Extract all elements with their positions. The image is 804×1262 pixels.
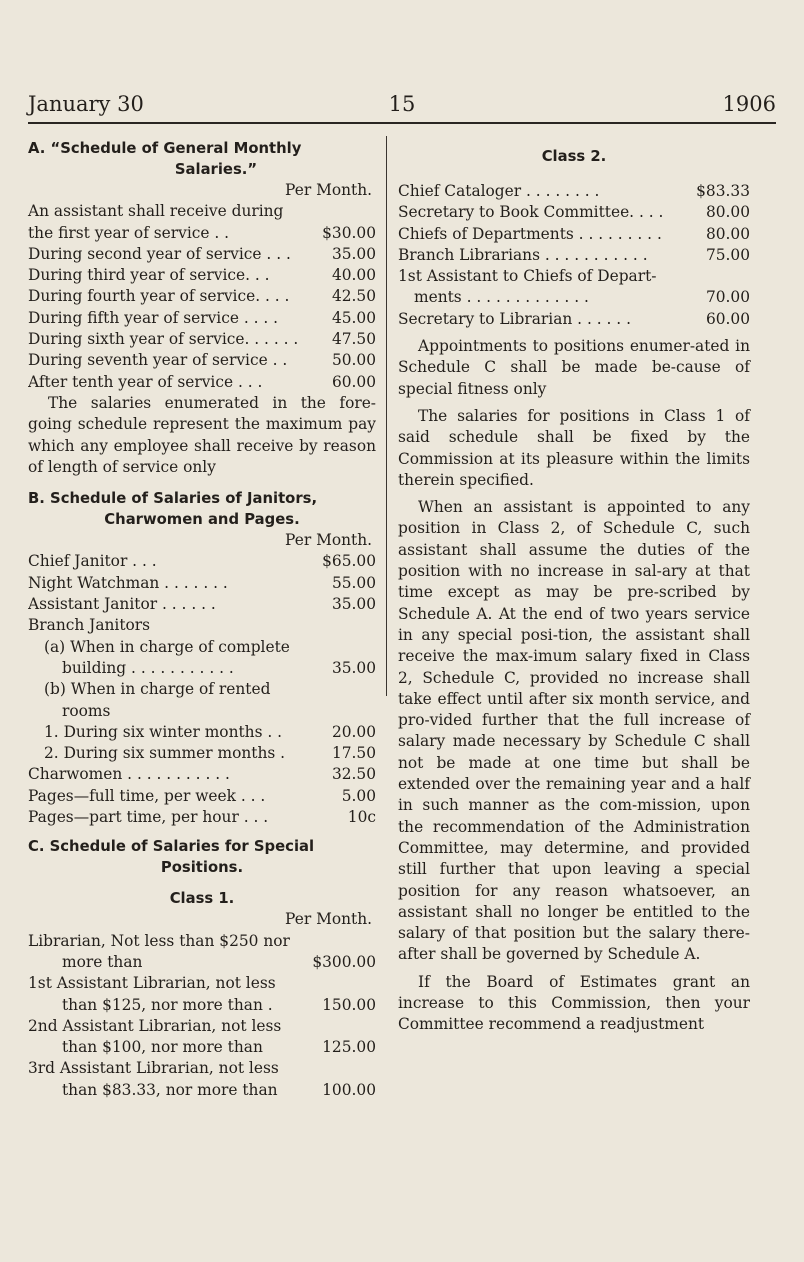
table-row: [28, 594, 376, 615]
row-value: 70.00: [705, 288, 750, 307]
table-row: [398, 245, 750, 266]
row-label: During fifth year of service . . . .: [28, 308, 279, 327]
class-2-rows: [398, 181, 750, 266]
row-value: 35.00: [331, 595, 376, 614]
row-label: Pages—full time, per week . . .: [28, 786, 266, 805]
running-header: [28, 92, 776, 122]
branch-janitors-b-line2: rooms: [62, 701, 111, 720]
row-value: 32.50: [331, 765, 376, 784]
row-label: Secretary to Librarian . . . . . .: [398, 309, 631, 328]
class-2-heading: Class 2.: [541, 148, 607, 165]
row-label: 2. During six summer months .: [44, 744, 286, 763]
schedule-a-heading-line2: Salaries.”: [174, 161, 258, 178]
row-label: Pages—part time, per hour . . .: [28, 808, 269, 827]
table-row: [28, 551, 376, 572]
branch-janitors-a-line2: [28, 658, 376, 679]
librarian-line1: Librarian, Not less than $250 nor: [28, 931, 290, 950]
branch-janitors-label: Branch Janitors: [28, 616, 151, 635]
page-number: 15: [388, 92, 416, 116]
schedule-b-heading: [28, 488, 376, 530]
second-assistant-line2: [28, 1037, 376, 1058]
schedule-c-heading-line2: Positions.: [160, 859, 244, 877]
row-label: more than: [62, 952, 143, 971]
row-value: $83.33: [696, 182, 750, 200]
table-row: [28, 350, 376, 371]
table-row: [28, 308, 376, 329]
row-label: Charwomen . . . . . . . . . . .: [28, 765, 230, 784]
row-label: Chiefs of Departments . . . . . . . . .: [398, 224, 662, 243]
row-value: 50.00: [331, 351, 376, 370]
row-value: 17.50: [331, 744, 376, 763]
row-value: $300.00: [312, 952, 376, 971]
row-label: Night Watchman . . . . . . .: [28, 573, 228, 592]
row-label: than $100, nor more than: [62, 1038, 263, 1057]
row-value: 45.00: [331, 308, 376, 327]
paragraph-appointments: Appointments to positions enumer-ated in Schedule C shall be made be-cause of special fitness only: [398, 337, 750, 398]
schedule-c-per-month: Per Month.: [285, 910, 372, 929]
row-label: building . . . . . . . . . . .: [62, 658, 234, 677]
right-column: [398, 138, 750, 1036]
paragraph-class-2-appointment: When an assistant is appointed to any position in Class 2, of Schedule C, such assistant shall assume the duties of the position with no increase in sal-ary at that time except as may be pre-scribed by Schedule A. At the end of two years service in any special posi-tion, the assistant shall receive the max-imum salary fixed in Class 2, Schedule C, provided no increase shall take effect until after six month service, and pro-vided further that the full increase of salary made necessary by Schedule C shall not be made at one time but shall be extended over the remaining year and a half in such manner as the com-mission, upon the recommendation of the Administration Committee, may determine, and provided still further that upon leaving a special position for any reason whatsoever, an assistant shall no longer be entitled to the salary of that position but the salary there-after shall be governed by Schedule A.: [398, 498, 750, 964]
row-value: 47.50: [331, 330, 376, 349]
schedule-a-note: The salaries enumerated in the fore-going schedule represent the maximum pay which any employee shall receive by reason of length of service only: [28, 393, 376, 476]
row-label: During fourth year of service. . . .: [28, 287, 290, 306]
table-row: [28, 743, 376, 764]
row-label: Chief Cataloger . . . . . . . .: [398, 182, 600, 200]
left-column: [28, 138, 376, 1101]
third-assistant-line1: 3rd Assistant Librarian, not less: [28, 1059, 279, 1078]
row-label: During sixth year of service. . . . . .: [28, 330, 299, 349]
row-value: 40.00: [331, 266, 376, 285]
table-row: [398, 181, 750, 202]
paragraph-class-1-salaries: The salaries for positions in Class 1 of said schedule shall be fixed by the Commission at its pleasure within the limits therein specified.: [398, 406, 750, 489]
row-value: 35.00: [331, 658, 376, 677]
third-assistant-line2: [28, 1080, 376, 1101]
first-assistant-chiefs-line1: 1st Assistant to Chiefs of Depart-: [398, 267, 657, 286]
table-row: [28, 786, 376, 807]
row-value: 125.00: [322, 1038, 376, 1057]
first-assistant-line1: 1st Assistant Librarian, not less: [28, 974, 276, 993]
row-value: 42.50: [331, 287, 376, 306]
schedule-c-heading-line1: C. Schedule of Salaries for Special: [28, 838, 315, 856]
row-label: After tenth year of service . . .: [28, 372, 263, 391]
schedule-a-heading: [28, 138, 376, 180]
table-row: [28, 764, 376, 785]
table-row: [28, 807, 376, 828]
table-row: [28, 722, 376, 743]
table-row: [28, 329, 376, 350]
schedule-b-heading-line2: Charwomen and Pages.: [104, 511, 300, 529]
row-value: 150.00: [322, 995, 376, 1014]
schedule-b-per-month: Per Month.: [285, 531, 372, 550]
schedule-a-heading-line1: A. “Schedule of General Monthly: [28, 140, 302, 157]
row-value: 35.00: [331, 244, 376, 263]
column-divider: [386, 136, 387, 696]
row-label: Branch Librarians . . . . . . . . . . .: [398, 245, 648, 264]
row-label: than $125, nor more than .: [62, 995, 273, 1014]
row-label: 1. During six winter months . .: [44, 722, 283, 741]
row-value: 55.00: [331, 573, 376, 592]
branch-janitors-b-line1: (b) When in charge of rented: [44, 680, 271, 699]
header-date: January 30: [28, 92, 144, 116]
branch-janitors-a-line1: (a) When in charge of complete: [44, 637, 290, 656]
row-label: ments . . . . . . . . . . . . .: [414, 288, 589, 307]
row-label: During second year of service . . .: [28, 244, 291, 263]
row-value: 75.00: [705, 245, 750, 264]
schedule-a-rows: [28, 223, 376, 393]
row-value: 100.00: [322, 1080, 376, 1099]
row-label: Chief Janitor . . .: [28, 552, 157, 571]
schedule-b-rows-2: [28, 722, 376, 828]
first-assistant-line2: [28, 995, 376, 1016]
row-value: 20.00: [331, 722, 376, 741]
table-row: [398, 202, 750, 223]
table-row: [28, 286, 376, 307]
librarian-line2: [28, 952, 376, 973]
row-value: $65.00: [322, 552, 376, 571]
row-value: 5.00: [341, 786, 376, 805]
schedule-c-heading: [28, 836, 376, 878]
first-assistant-chiefs-line2: [398, 287, 750, 308]
table-row: [398, 224, 750, 245]
schedule-b-rows: [28, 551, 376, 615]
row-value: $30.00: [322, 223, 376, 242]
row-value: 60.00: [705, 309, 750, 328]
table-row: [28, 372, 376, 393]
schedule-a-intro: An assistant shall receive during: [28, 202, 284, 221]
row-label: During third year of service. . .: [28, 266, 270, 285]
row-label: Secretary to Book Committee. . . .: [398, 203, 664, 222]
second-assistant-line1: 2nd Assistant Librarian, not less: [28, 1016, 282, 1035]
row-label: During seventh year of service . .: [28, 351, 288, 370]
row-value: 10c: [347, 808, 376, 827]
header-year: 1906: [722, 92, 776, 116]
schedule-b-heading-line1: B. Schedule of Salaries of Janitors,: [28, 490, 318, 508]
secretary-librarian-row: [398, 309, 750, 330]
table-row: [28, 573, 376, 594]
row-value: 80.00: [705, 203, 750, 222]
header-rule: [28, 122, 776, 124]
row-label: the first year of service . .: [28, 223, 230, 242]
row-value: 80.00: [705, 224, 750, 243]
schedule-a-per-month: Per Month.: [285, 181, 372, 199]
row-value: 60.00: [331, 372, 376, 391]
table-row: [28, 265, 376, 286]
paragraph-board-of-estimates: If the Board of Estimates grant an increase to this Commission, then your Committee recommend a readjustment: [398, 972, 750, 1034]
class-1-heading: Class 1.: [169, 890, 235, 908]
row-label: than $83.33, nor more than: [62, 1080, 278, 1099]
row-label: Assistant Janitor . . . . . .: [28, 595, 216, 614]
table-row: [28, 244, 376, 265]
table-row: [28, 223, 376, 244]
